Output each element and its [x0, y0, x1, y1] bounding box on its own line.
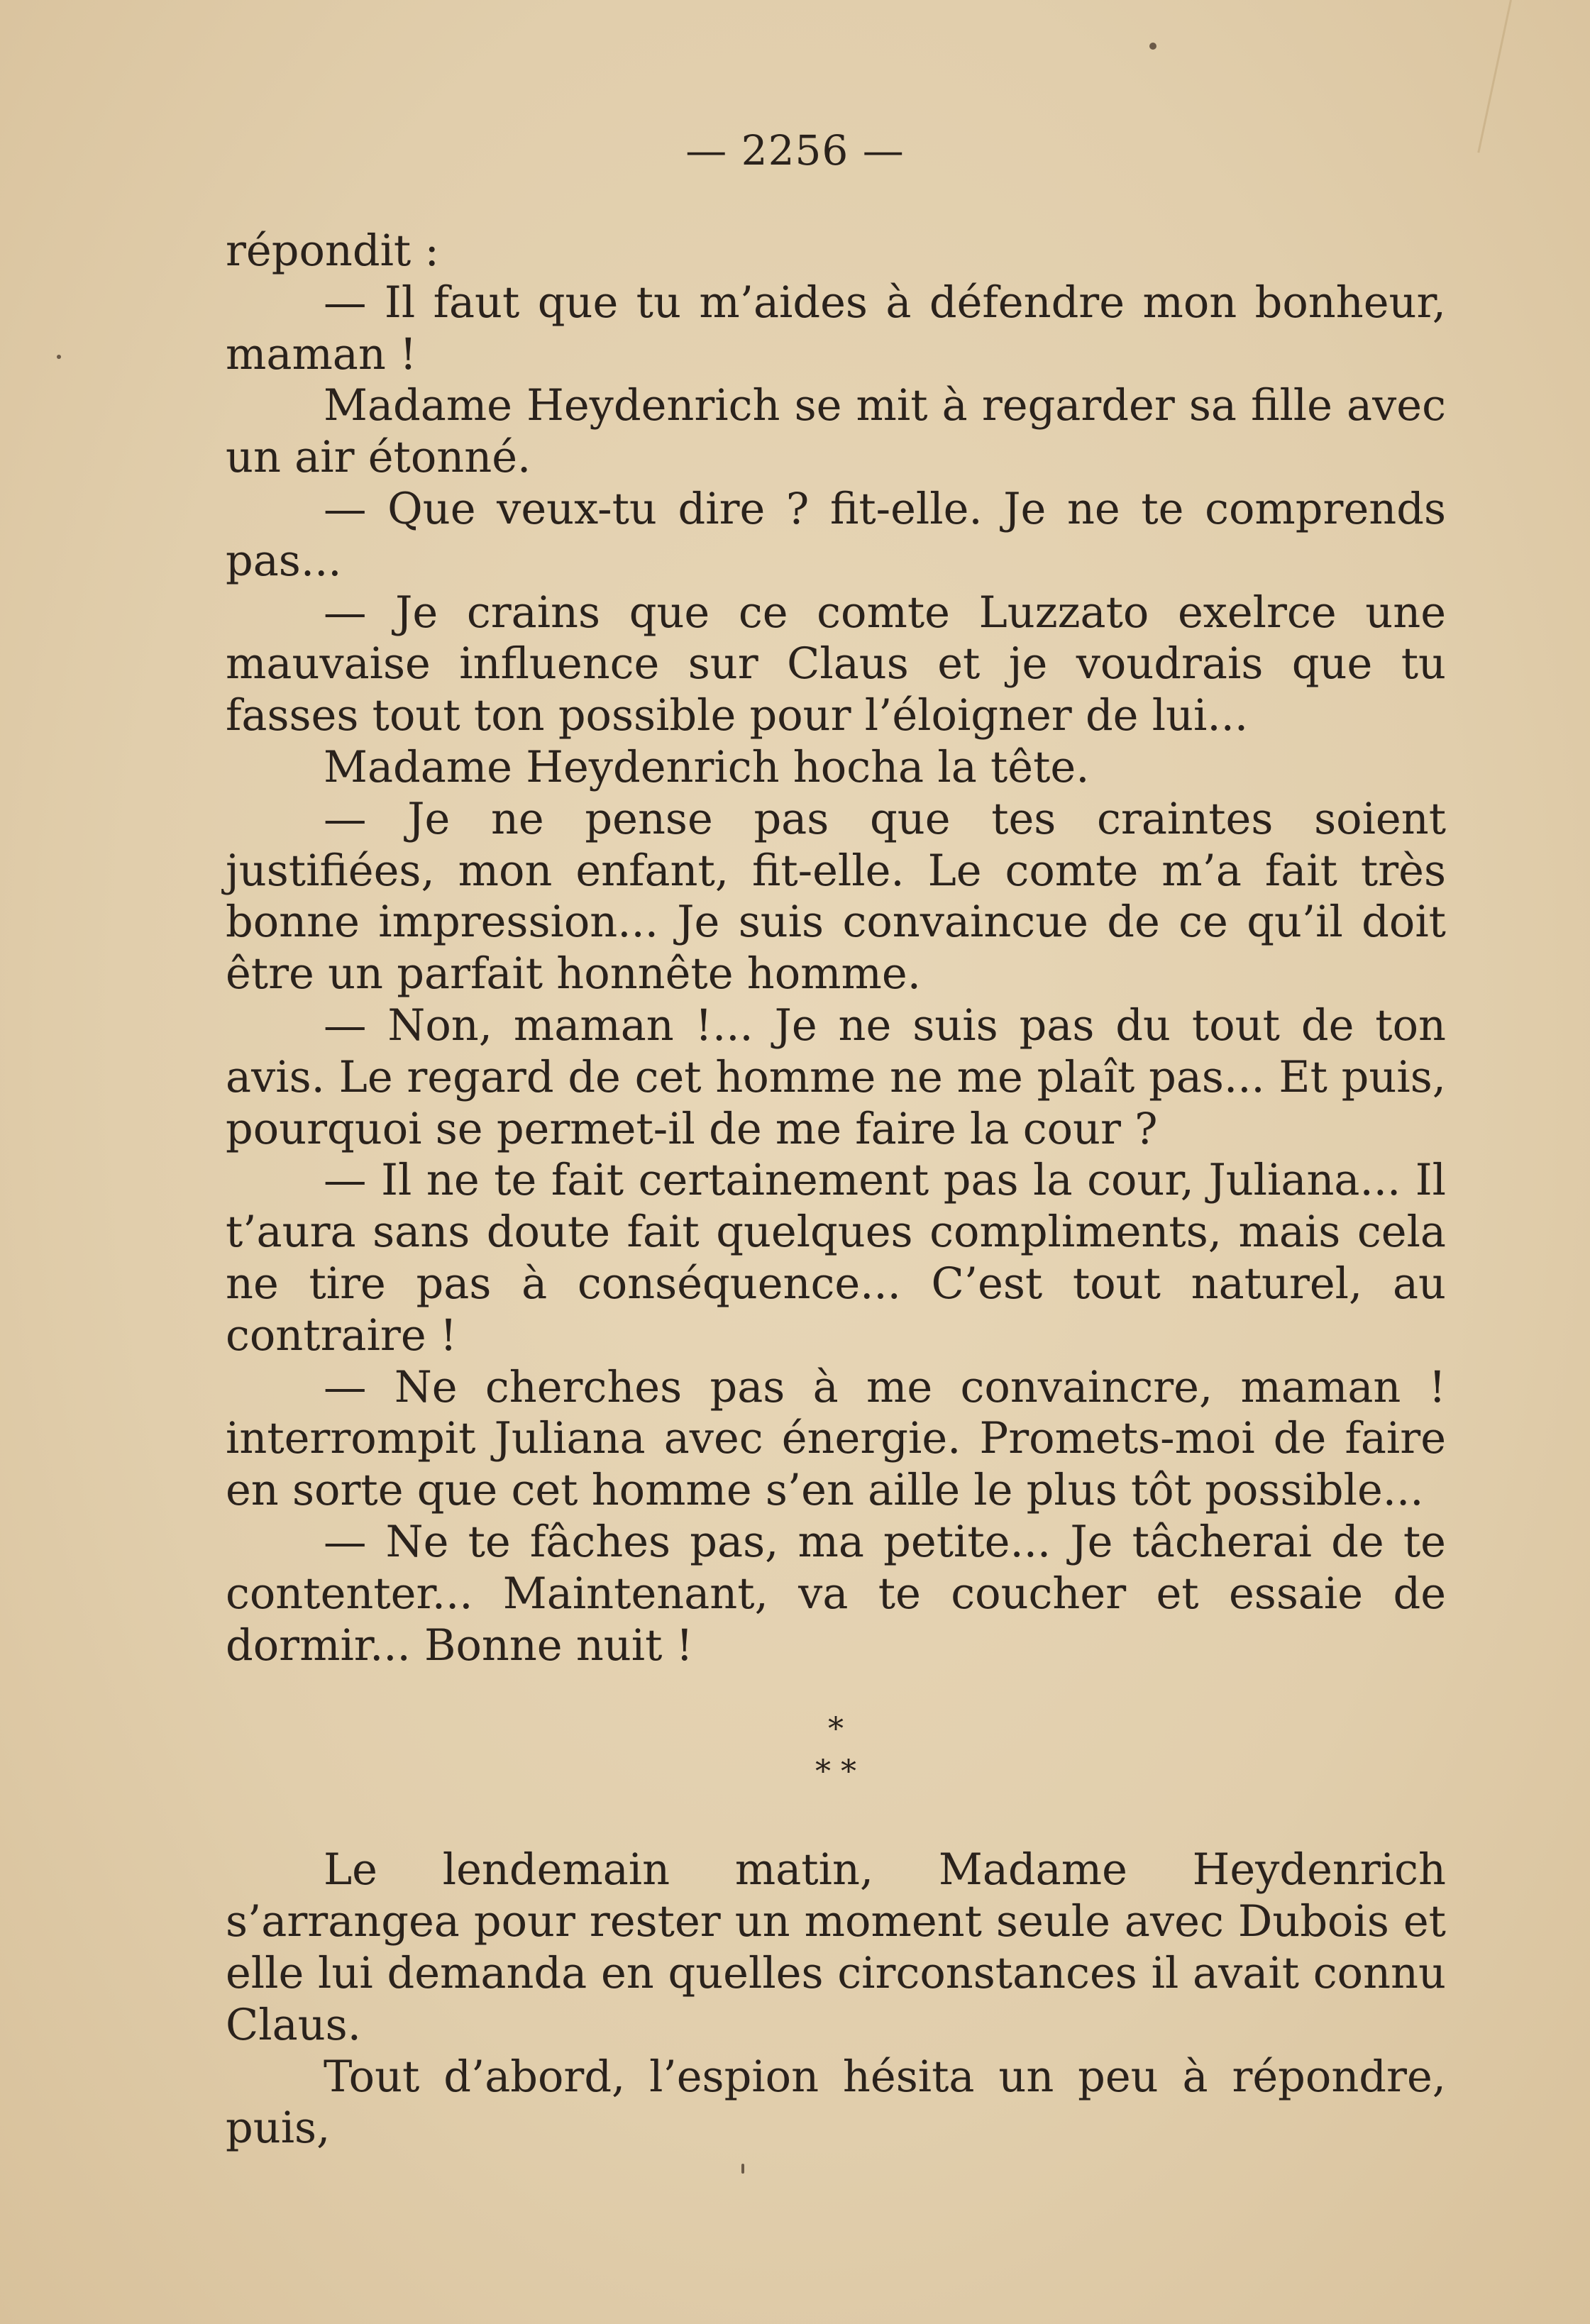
paragraph: — Il faut que tu m’aides à défendre mon bonheur, maman ! — [226, 277, 1446, 380]
paragraph: Le lendemain matin, Madame Heydenrich s’arrangea pour rester un moment seule avec Dubois et elle lui demanda en quelles circonstances il avait connu Claus. — [226, 1845, 1446, 2050]
section-separator — [226, 1708, 1446, 1793]
separator-bottom-asterisks: * * — [815, 1754, 856, 1791]
paper-speck — [57, 355, 61, 359]
paragraph: — Il ne te fait certainement pas la cour, Juliana... Il t’aura sans doute fait quelques compliments, mais cela ne tire pas à conséquence... C’est tout naturel, au contraire ! — [226, 1156, 1446, 1361]
paper-speck — [741, 2164, 744, 2174]
paragraph: — Je crains que ce comte Luzzato exelrce une mauvaise influence sur Claus et je voudrais que tu fasses tout ton possible pour l’éloigner de lui... — [226, 587, 1446, 741]
paragraph: Madame Heydenrich se mit à regarder sa fille avec un air étonné. — [226, 381, 1446, 483]
paragraph: Madame Heydenrich hocha la tête. — [324, 742, 1090, 792]
paragraph: — Ne te fâches pas, ma petite... Je tâcherai de te contenter... Maintenant, va te coucher et essaie de dormir... Bonne nuit ! — [226, 1517, 1446, 1671]
paragraph: — Non, maman !... Je ne suis pas du tout de ton avis. Le regard de cet homme ne me plaît pas... Et puis, pourquoi se permet-il de me faire la cour ? — [226, 1000, 1446, 1154]
separator-top-asterisk: * — [828, 1711, 844, 1748]
paragraph: Tout d’abord, l’espion hésita un peu à répondre, puis, — [226, 2052, 1446, 2154]
body-text — [226, 226, 1446, 2154]
page-number: — 2256 — — [685, 126, 905, 175]
paragraph: — Je ne pense pas que tes craintes soient justifiées, mon enfant, fit-elle. Le comte m’a fait très bonne impression... Je suis convaincue de ce qu’il doit être un parfait honnête homme. — [226, 794, 1446, 1000]
paper-speck — [1149, 43, 1156, 50]
paragraph: — Que veux-tu dire ? fit-elle. Je ne te comprends pas... — [226, 484, 1446, 586]
paragraph: — Ne cherches pas à me convaincre, maman ! interrompit Juliana avec énergie. Promets-moi de faire en sorte que cet homme s’en aille le plus tôt possible... — [226, 1362, 1446, 1516]
paragraph: répondit : — [226, 226, 439, 276]
